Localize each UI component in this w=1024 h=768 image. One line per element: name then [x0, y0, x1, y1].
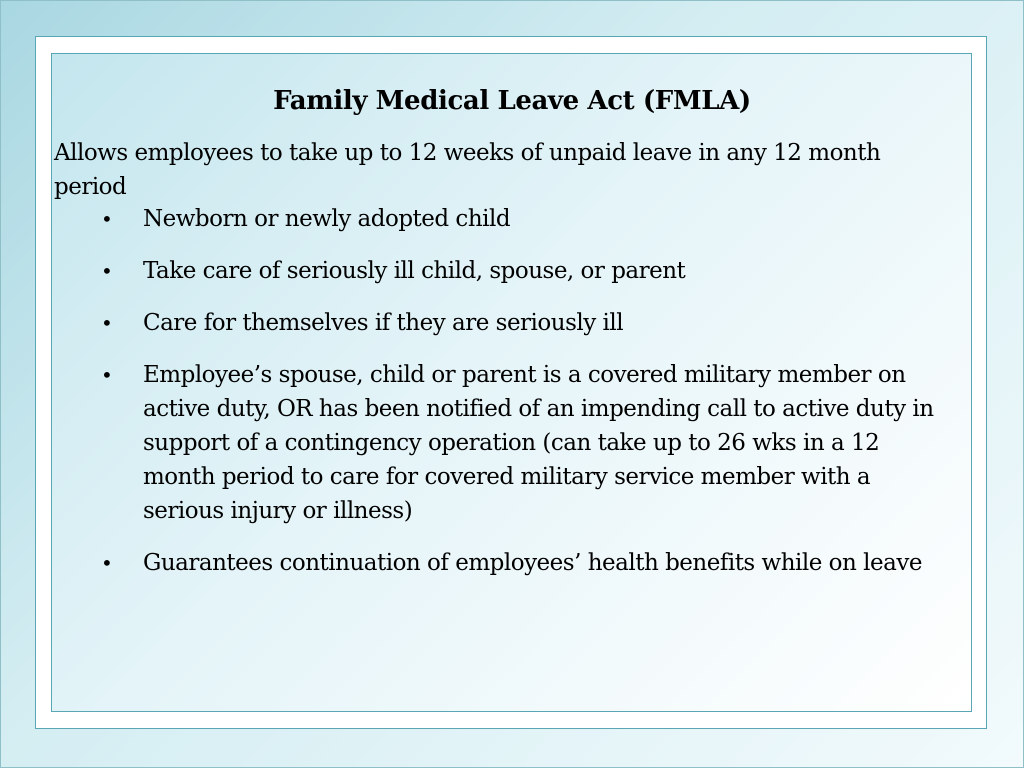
bullet-text: Care for themselves if they are seriously ill [143, 310, 624, 336]
bullet-text: Newborn or newly adopted child [143, 206, 511, 232]
bullet-text: Take care of seriously ill child, spouse, or parent [143, 258, 686, 284]
slide-title: Family Medical Leave Act (FMLA) [273, 86, 751, 116]
bullet-icon: • [101, 207, 113, 231]
bullet-icon: • [101, 363, 113, 387]
bullet-item-military [101, 358, 941, 528]
intro-text: Allows employees to take up to 12 weeks of unpaid leave in any 12 month period [54, 140, 881, 200]
bullet-icon: • [101, 551, 113, 575]
bullet-text: Guarantees continuation of employees’ health benefits while on leave [143, 550, 922, 576]
bullet-item-self-care [101, 306, 941, 340]
bullet-item-care-family [101, 254, 941, 288]
bullet-item-newborn [101, 202, 941, 236]
bullet-item-health-benefits [101, 546, 941, 580]
bullet-text: Employee’s spouse, child or parent is a covered military member on active duty, OR has been notified of an impending call to active duty in support of a contingency operation (can take up to 26 wks in a 12 month period to care for covered military service member with a serious injury or illness) [143, 362, 934, 524]
bullet-icon: • [101, 311, 113, 335]
bullet-list [101, 202, 941, 598]
bullet-icon: • [101, 259, 113, 283]
